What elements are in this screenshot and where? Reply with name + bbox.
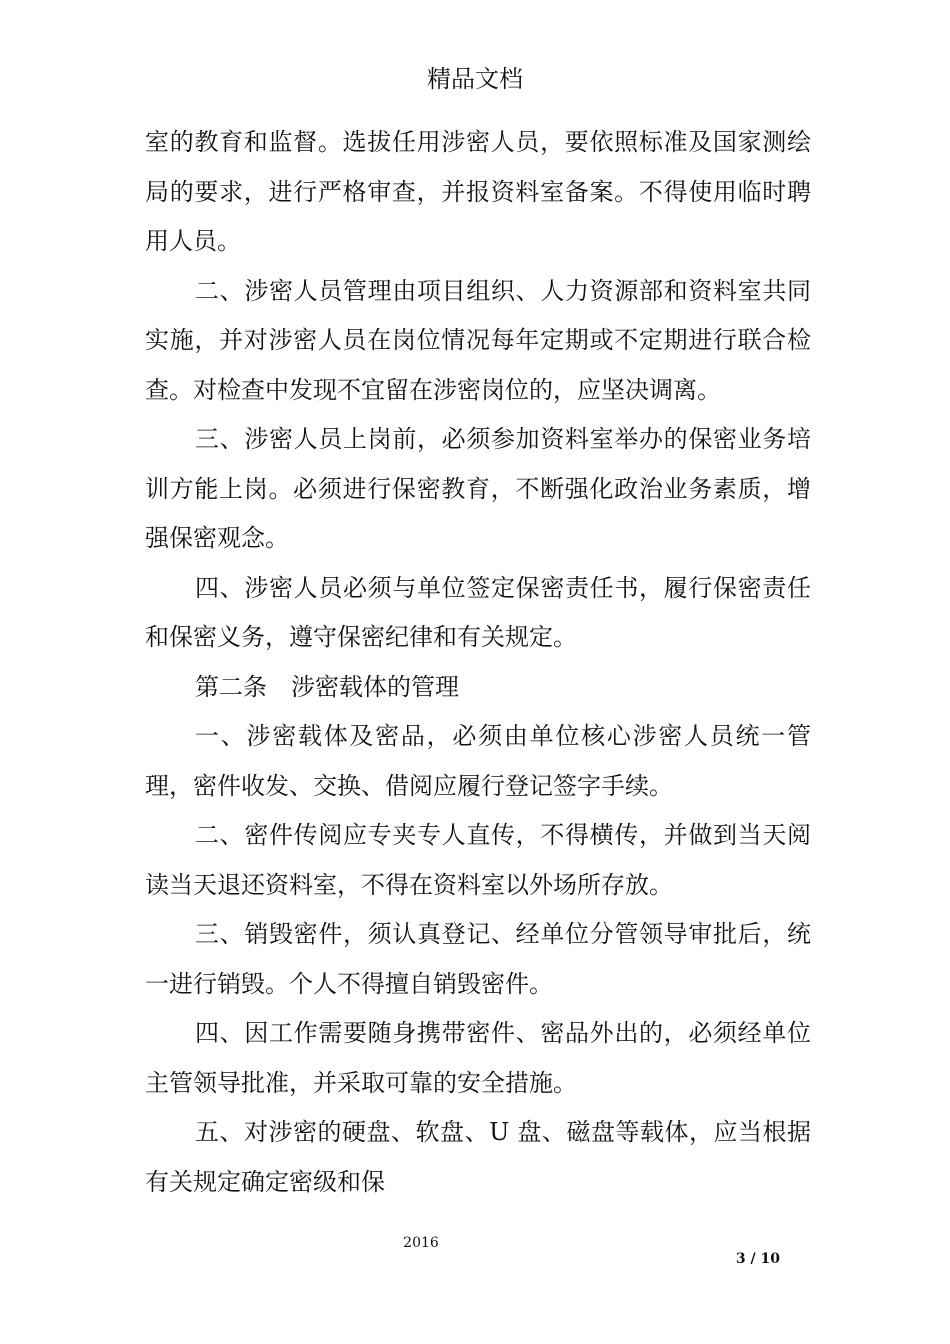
paragraph-item-4: 四、涉密人员必须与单位签定保密责任书，履行保密责任和保密义务，遵守保密纪律和有关规定。 xyxy=(145,573,811,651)
page-number: 3 / 10 xyxy=(735,1251,780,1267)
paragraph-continuation: 室的教育和监督。选拔任用涉密人员，要依照标准及国家测绘局的要求，进行严格审查，并报资料室备案。不得使用临时聘用人员。 xyxy=(145,128,811,255)
document-header: 精品文档 xyxy=(427,65,523,93)
paragraph-carrier-4: 四、因工作需要随身携带密件、密品外出的，必须经单位主管领导批准，并采取可靠的安全措施。 xyxy=(145,1019,811,1097)
paragraph-carrier-5: 五、对涉密的硬盘、软盘、U 盘、磁盘等载体，应当根据有关规定确定密级和保 xyxy=(145,1118,811,1196)
section-heading-article-2: 第二条 涉密载体的管理 xyxy=(195,672,459,701)
paragraph-item-3: 三、涉密人员上岗前，必须参加资料室举办的保密业务培训方能上岗。必须进行保密教育，不断强化政治业务素质，增强保密观念。 xyxy=(145,425,811,552)
paragraph-carrier-3: 三、销毁密件，须认真登记、经单位分管领导审批后，统一进行销毁。个人不得擅自销毁密件。 xyxy=(145,920,811,998)
paragraph-item-2: 二、涉密人员管理由项目组织、人力资源部和资料室共同实施，并对涉密人员在岗位情况每年定期或不定期进行联合检查。对检查中发现不宜留在涉密岗位的，应坚决调离。 xyxy=(145,276,811,404)
paragraph-carrier-2: 二、密件传阅应专夹专人直传，不得横传，并做到当天阅读当天退还资料室，不得在资料室以外场所存放。 xyxy=(145,821,811,899)
document-body xyxy=(145,118,811,1207)
footer-year: 2016 xyxy=(403,1235,439,1251)
paragraph-carrier-1: 一、涉密载体及密品，必须由单位核心涉密人员统一管理，密件收发、交换、借阅应履行登记签字手续。 xyxy=(145,722,811,800)
